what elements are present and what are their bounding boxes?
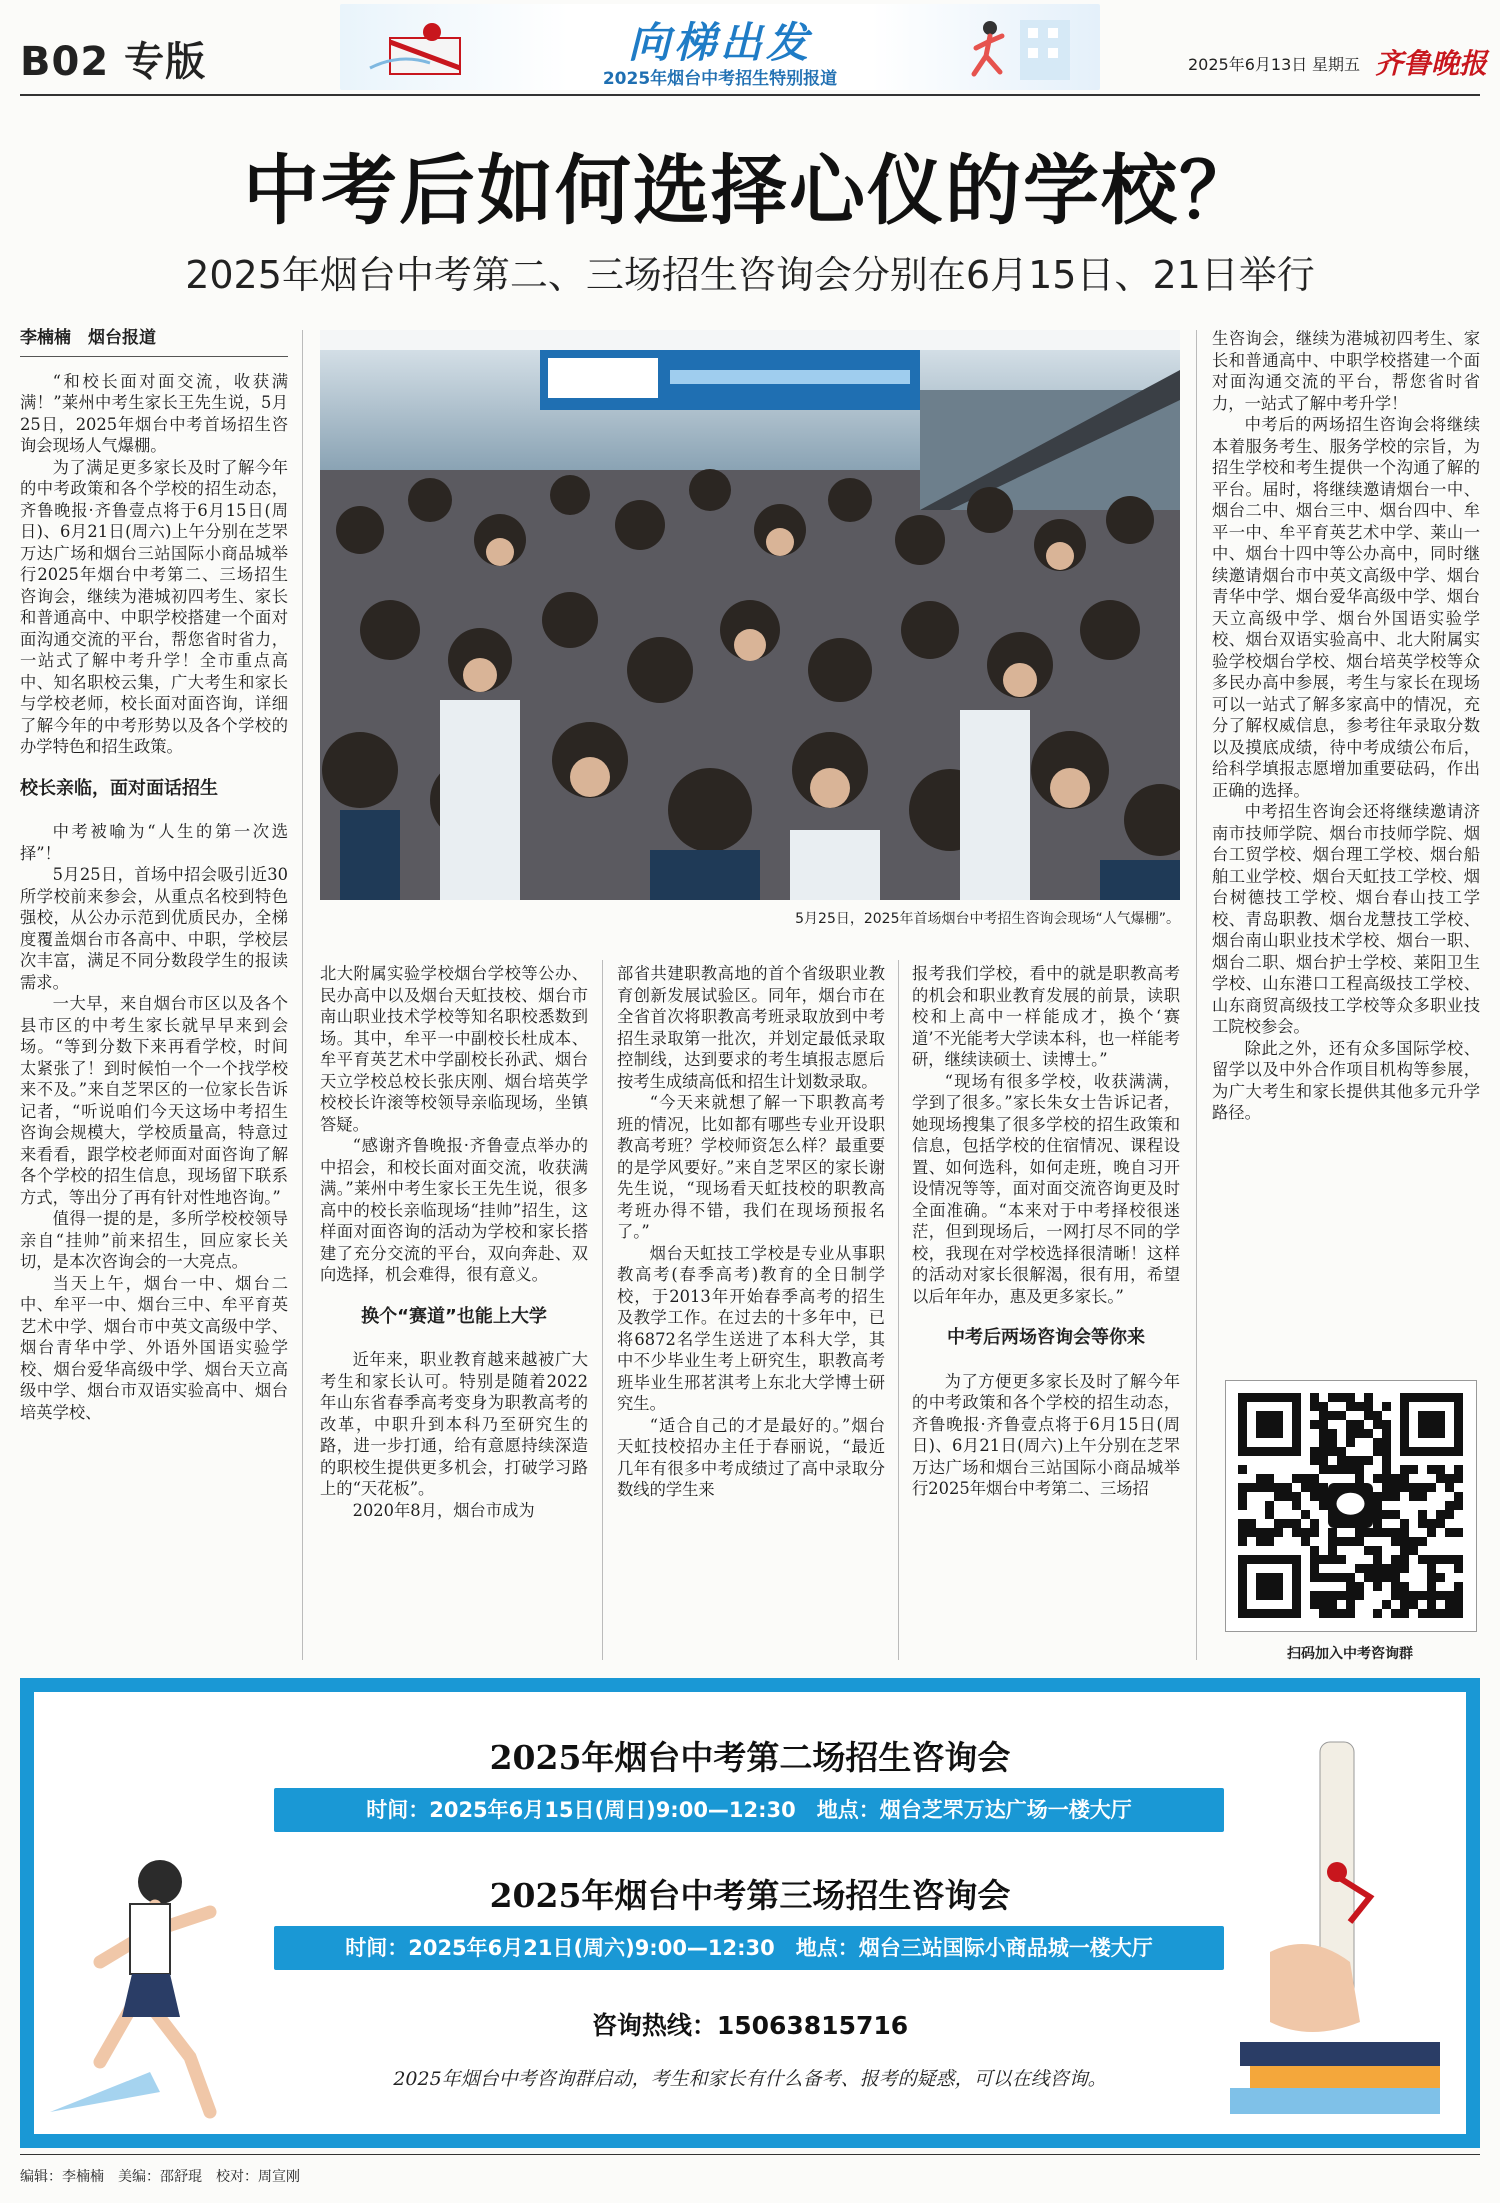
runner-illustration — [950, 14, 1080, 84]
byline-divider — [20, 356, 288, 357]
paragraph: 为了满足更多家长及时了解今年的中考政策和各个学校的招生动态，齐鲁晚报·齐鲁壹点将于6月15日(周日)、6月21日(周六)上午分别在芝罘万达广场和烟台三站国际小商品城举行2025年烟台中考第二、三场招生咨询会，继续为港城初四考生、家长和普通高中、中职学校搭建一个面对面沟通交流的平台，帮您省时省力，一站式了解中考升学！全市重点高中、知名职校云集，广大考生和家长与学校老师，校长面对面咨询，详细了解今年的中考形势以及各个学校的办学特色和招生政策。 — [20, 457, 288, 756]
session-2-info: 时间：2025年6月15日(周日)9:00—12:30 地点：烟台芝罘万达广场一楼大厅 — [274, 1788, 1224, 1832]
paragraph: “适合自己的才是最好的。”烟台天虹技校招办主任于春丽说，“最近几年有很多中考成绩过了高中录取分数线的学生来 — [617, 1415, 885, 1499]
paragraph: 中考被喻为“人生的第一次选择”！ — [20, 822, 288, 863]
column-divider — [302, 330, 303, 1660]
issue-date: 2025年6月13日 — [1188, 55, 1308, 74]
issue-weekday: 星期五 — [1312, 55, 1361, 74]
banner-slogan: 向梯出发 — [627, 18, 812, 67]
session-2-title: 2025年烟台中考第二场招生咨询会 — [489, 1738, 1011, 1777]
diploma-books-illustration — [1210, 1722, 1460, 2132]
paragraph: 中考后的两场招生咨询会将继续本着服务考生、服务学校的宗旨，为招生学校和考生提供一个沟通了解的平台。届时，将继续邀请烟台一中、烟台二中、烟台三中、烟台四中、牟平一中、牟平育英艺术中学、莱山一中、烟台十四中等公办高中，同时继续邀请烟台市中英文高级中学、烟台青华中学、烟台爱华高级中学、烟台天立高级中学、烟台外国语实验学校、烟台双语实验高中、北大附属实验学校烟台学校、烟台培英学校等众多民办高中参展，考生与家长在现场可以一站式了解多家高中的情况，充分了解权威信息，参考往年录取分数以及摸底成绩，待中考成绩公布后，给科学填报志愿增加重要砝码，作出正确的选择。 — [1212, 415, 1480, 800]
hotline[interactable]: 咨询热线：15063815716 — [591, 2011, 909, 2040]
paragraph: 5月25日，首场中招会吸引近30所学校前来参会，从重点名校到特色强校，从公办示范到优质民办，全梯度覆盖烟台市各高中、中职，学校层次丰富，满足不同分数段学生的报读需求。 — [20, 865, 288, 992]
article-column-3 — [617, 963, 885, 1501]
event-advertisement — [20, 1678, 1480, 2148]
wechat-qr-code[interactable] — [1225, 1380, 1477, 1632]
footer-credits: 编辑：李楠楠 美编：邵舒琨 校对：周宣刚 — [20, 2169, 300, 2185]
paragraph: “感谢齐鲁晚报·齐鲁壹点举办的中招会，和校长面对面交流，收获满满。”莱州中考生家长王先生说，很多高中的校长亲临现场“挂帅”招生，这样面对面咨询的活动为学校和家长搭建了充分交流的平台，双向奔赴、双向选择，机会难得，很有意义。 — [320, 1136, 588, 1284]
column-divider — [602, 960, 603, 1660]
section-subhead: 中考后两场咨询会等你来 — [947, 1327, 1145, 1348]
header-divider — [20, 94, 1480, 96]
session-3-title: 2025年烟台中考第三场招生咨询会 — [489, 1876, 1011, 1915]
qr-caption: 扫码加入中考咨询群 — [1287, 1646, 1413, 1662]
paragraph: “和校长面对面交流，收获满满！”莱州中考生家长王先生说，5月25日，2025年烟台中考首场招生咨询会现场人气爆棚。 — [20, 371, 288, 455]
page-label: B02 专版 — [20, 39, 207, 85]
banner-subtitle: 2025年烟台中考招生特别报道 — [602, 69, 838, 89]
paragraph: “现场有很多学校，收获满满，学到了很多。”家长朱女士告诉记者，她现场搜集了很多学校的招生政策和信息，包括学校的住宿情况、课程设置、如何选科，如何走班，晚自习开设情况等等，面对面交流咨询更及时全面准确。“本来对于中考择校很迷茫，但到现场后，一网打尽不同的学校，我现在对学校选择很清晰！这样的活动对家长很解渴，很有用，希望以后年年办，惠及更多家长。” — [912, 1071, 1180, 1306]
paragraph: 为了方便更多家长及时了解今年的中考政策和各个学校的招生动态，齐鲁晚报·齐鲁壹点将于6月15日(周日)、6月21日(周六)上午分别在芝罘万达广场和烟台三站国际小商品城举行2025年烟台中考第二、三场招 — [912, 1371, 1180, 1498]
ad-panel — [34, 1692, 1466, 2134]
column-divider — [1196, 330, 1197, 1660]
paragraph: 烟台天虹技工学校是专业从事职教高考(春季高考)教育的全日制学校，于2013年开始春季高考的招生及教学工作。在过去的十多年中，已将6872名学生送进了本科大学，其中不少毕业生考上研究生，职教高考班毕业生邢茗淇考上东北大学博士研究生。 — [617, 1243, 885, 1413]
photo-caption: 5月25日，2025年首场烟台中考招生咨询会现场“人气爆棚”。 — [795, 911, 1180, 927]
session-3-info: 时间：2025年6月21日(周六)9:00—12:30 地点：烟台三站国际小商品城一楼大厅 — [274, 1926, 1224, 1970]
header-banner — [340, 4, 1100, 90]
paragraph: 当天上午，烟台一中、烟台二中、牟平一中、烟台三中、牟平育英艺术中学、烟台市中英文高级中学、烟台青华中学、外语外国语实验学校、烟台爱华高级中学、烟台天立高级中学、烟台市双语实验高中、烟台培英学校、 — [20, 1273, 288, 1422]
headline: 中考后如何选择心仪的学校？ — [243, 146, 1257, 235]
article-column-1 — [20, 328, 288, 1423]
column-divider — [898, 960, 899, 1660]
qr-code-pattern — [1226, 1381, 1476, 1631]
paragraph: 生咨询会，继续为港城初四考生、家长和普通高中、中职学校搭建一个面对面沟通交流的平台，帮您省时省力，一站式了解中考升学！ — [1212, 329, 1480, 413]
paragraph: “今天来就想了解一下职教高考班的情况，比如都有哪些专业开设职教高考班？学校师资怎么样？最重要的是学风要好。”来自芝罘区的家长谢先生说，“现场看天虹技校的职教高考班办得不错，我们在现场预报名了。” — [617, 1093, 885, 1241]
article-column-4 — [912, 963, 1180, 1500]
paragraph: 报考我们学校，看中的就是职教高考的机会和职业教育发展的前景，读职校和上高中一样能成才，换个‘赛道’不光能考大学读本科，也一样能考研，继续读硕士、读博士。” — [912, 964, 1180, 1069]
paragraph: 近年来，职业教育越来越被广大考生和家长认可。特别是随着2022年山东省春季高考变身为职教高考的改革，中职升到本科乃至研究生的路，进一步打通，给有意愿持续深造的职校生提供更多机会，打破学习路上的“天花板”。 — [320, 1350, 588, 1498]
paragraph: 中考招生咨询会还将继续邀请济南市技师学院、烟台市技师学院、烟台工贸学校、烟台理工学校、烟台船舶工业学校、烟台天虹技工学校、烟台树德技工学校、烟台春山技工学校、青岛职教、烟台龙慧技工学校、烟台南山职业技术学校、烟台一职、烟台二职、烟台护士学校、莱阳卫生学校、山东港口工程高级技工学校、山东商贸高级技工学校等众多职业技工院校参会。 — [1212, 802, 1480, 1036]
section-subhead: 换个“赛道”也能上大学 — [361, 1305, 547, 1327]
paragraph: 北大附属实验学校烟台学校等公办、民办高中以及烟台天虹技校、烟台市南山职业技术学校等知名职校悉数到场。其中，牟平一中副校长杜成本、牟平育英艺术中学副校长孙武、烟台天立学校总校长张庆刚、烟台培英学校校长许滚等校领导亲临现场，坐镇答疑。 — [320, 964, 588, 1134]
paragraph: 部省共建职教高地的首个省级职业教育创新发展试验区。同年，烟台市在全省首次将职教高考班录取放到中考招生录取第一批次，并划定最低录取控制线，达到要求的考生填报志愿后按考生成绩高低和招生计划数录取。 — [617, 964, 885, 1091]
article-column-5 — [1212, 328, 1480, 1124]
paragraph: 除此之外，还有众多国际学校、留学以及中外合作项目机构等参展，为广大考生和家长提供其他多元升学路径。 — [1212, 1038, 1480, 1122]
article-column-2 — [320, 963, 588, 1521]
byline: 李楠楠 烟台报道 — [20, 328, 156, 348]
subheadline: 2025年烟台中考第二、三场招生咨询会分别在6月15日、21日举行 — [185, 253, 1315, 297]
newspaper-logo: 齐鲁晚报 — [1375, 47, 1488, 80]
paragraph: 2020年8月，烟台市成为 — [352, 1500, 535, 1520]
section-subhead: 校长亲临，面对面话招生 — [20, 777, 218, 799]
crowd-photo-illustration — [320, 330, 1180, 900]
paragraph: 一大早，来自烟台市区以及各个县市区的中考生家长就早早来到会场。“等到分数下来再看学校，时间太紧张了！到时候怕一个一个找学校来不及。”来自芝罘区的一位家长告诉记者，“听说咱们今天这场中考招生咨询会规模大，学校质量高，特意过来看看，跟学校老师面对面咨询了解各个学校的招生信息，现场留下联系方式，等出分了再有针对性地咨询。” — [20, 994, 288, 1207]
paragraph: 值得一提的是，多所学校校领导亲自“挂帅”前来招生，回应家长关切，是本次咨询会的一大亮点。 — [20, 1209, 288, 1271]
footer-divider — [20, 2154, 1480, 2155]
event-photo — [320, 330, 1180, 900]
ad-footnote: 2025年烟台中考咨询群启动，考生和家长有什么备考、报考的疑惑，可以在线咨询。 — [393, 2068, 1107, 2090]
